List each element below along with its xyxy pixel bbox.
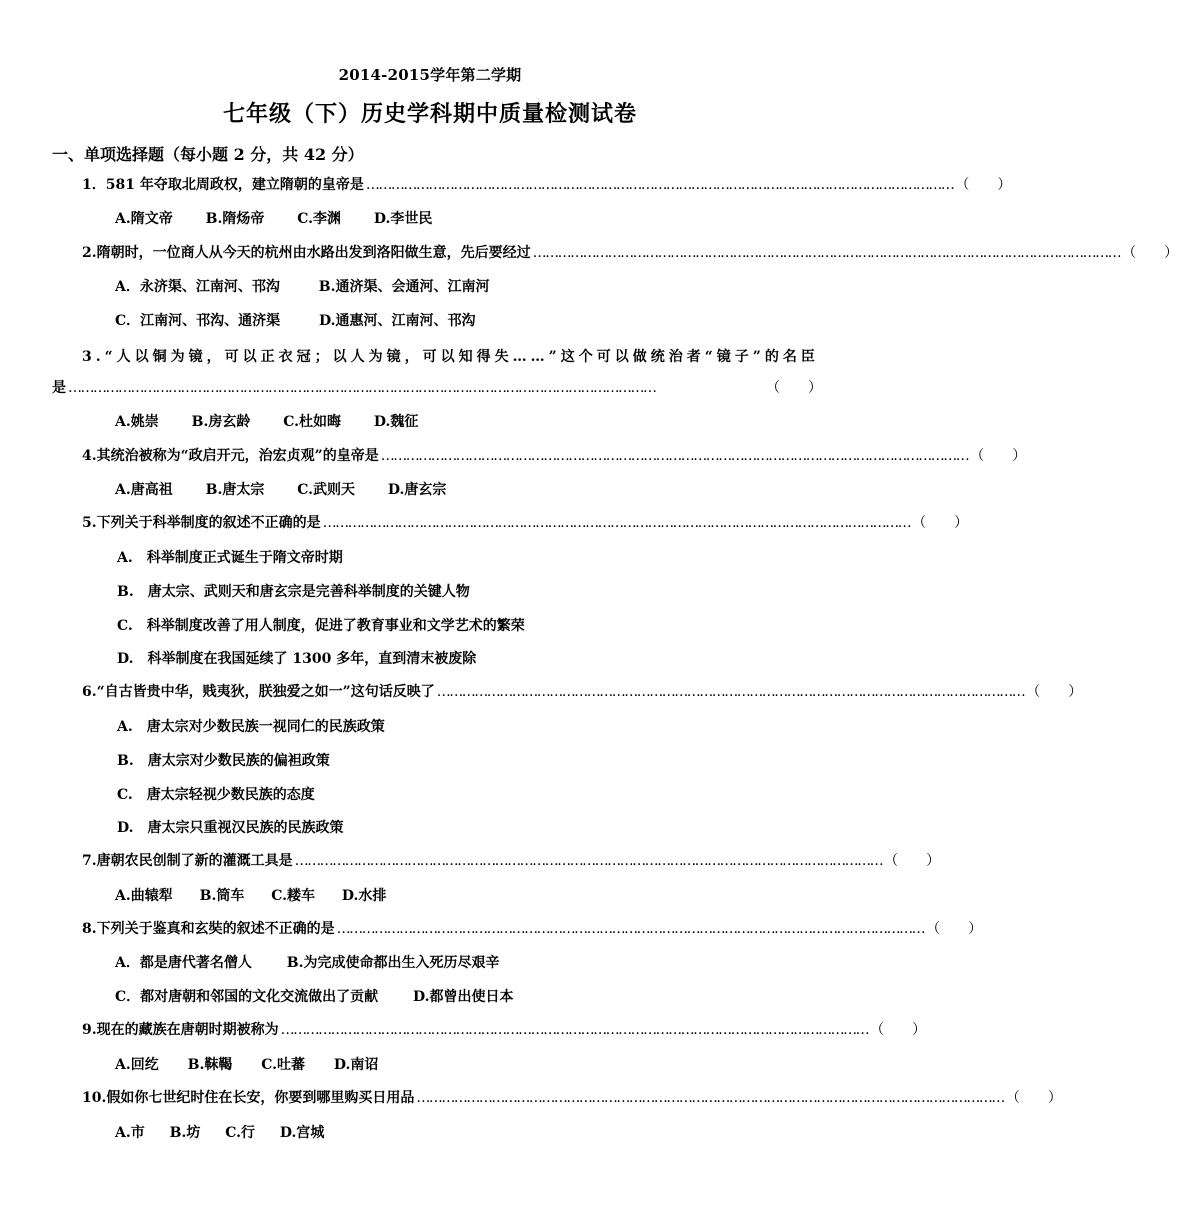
option: A．都是唐代著名僧人: [115, 955, 252, 971]
question-4-stem: 4.其统治被称为“政启开元，治宏贞观”的皇帝是 …………………………………………………………………………………………………………………………… （ ）: [82, 443, 822, 469]
option: A．永济渠、江南河、邗沟: [115, 279, 280, 295]
option: D.都曾出使日本: [413, 989, 514, 1005]
option: D.南诏: [333, 1057, 379, 1073]
question-8-stem: 8.下列关于鉴真和玄奘的叙述不正确的是 …………………………………………………………………………………………………………………………… （ ）: [82, 916, 822, 942]
question-7-stem: 7.唐朝农民创制了新的灌溉工具是 …………………………………………………………………………………………………………………………… （ ）: [82, 848, 822, 874]
option: D.李世民: [373, 211, 433, 227]
answer-blank: （ ）: [912, 515, 969, 531]
answer-blank: （ ）: [884, 853, 941, 869]
option: B.隋炀帝: [205, 211, 265, 227]
question-9-options: [115, 1053, 406, 1077]
option: D.宫城: [279, 1125, 325, 1141]
option: D.唐玄宗: [387, 482, 447, 498]
question-9-stem: 9.现在的藏族在唐朝时期被称为 …………………………………………………………………………………………………………………………… （ ）: [82, 1017, 822, 1043]
option: B.靺鞨: [187, 1057, 233, 1073]
leader-dots: ……………………………………………………………………………………………………………………………: [532, 245, 1121, 261]
leader-dots: ……………………………………………………………………………………………………………………………: [294, 853, 883, 869]
question-5-option-c: C. 科举制度改善了用人制度，促进了教育事业和文学艺术的繁荣: [117, 618, 525, 634]
option: C.耧车: [271, 888, 315, 904]
question-6-stem: 6.“自古皆贵中华，贱夷狄，朕独爱之如一”这句话反映了 …………………………………………………………………………………………………………………………… （ ）: [82, 679, 822, 705]
question-8-options-row2: [115, 985, 542, 1009]
question-1-options: [115, 207, 460, 231]
option: C.李渊: [297, 211, 341, 227]
answer-blank: （ ）: [1026, 684, 1083, 700]
question-7-options: [115, 884, 414, 908]
question-3-options: [115, 410, 446, 434]
leader-dots: ……………………………………………………………………………………………………………………………: [436, 684, 1025, 700]
option: A.市: [115, 1125, 145, 1141]
question-4-options: [115, 478, 474, 502]
option: B.房玄龄: [191, 414, 251, 430]
option: C.杜如晦: [283, 414, 341, 430]
option: A.曲辕犁: [115, 888, 173, 904]
question-2-options-row2: [115, 309, 504, 333]
answer-blank: （ ）: [955, 177, 1012, 193]
option: B.唐太宗: [205, 482, 265, 498]
option: D.通惠河、江南河、邗沟: [319, 313, 476, 329]
question-6-option-d: D. 唐太宗只重视汉民族的民族政策: [117, 820, 344, 836]
question-2-stem: 2.隋朝时，一位商人从今天的杭州由水路出发到洛阳做生意，先后要经过 …………………………………………………………………………………………………………………………… （ ）: [82, 240, 822, 266]
answer-blank: （ ）: [970, 448, 1027, 464]
question-5-stem: 5.下列关于科举制度的叙述不正确的是 …………………………………………………………………………………………………………………………… （ ）: [82, 510, 822, 536]
option: B.筒车: [199, 888, 245, 904]
term-heading: 2014-2015学年第二学期: [338, 66, 522, 84]
question-8-options-row1: [115, 951, 527, 975]
leader-dots: ……………………………………………………………………………………………………………………………: [380, 448, 969, 464]
question-6-option-a: A. 唐太宗对少数民族一视同仁的民族政策: [117, 719, 385, 735]
question-5-option-a: A. 科举制度正式诞生于隋文帝时期: [117, 550, 343, 566]
answer-blank: （ ）: [766, 380, 822, 396]
answer-blank: （ ）: [1005, 1090, 1062, 1106]
question-5-option-b: B. 唐太宗、武则天和唐玄宗是完善科举制度的关键人物: [117, 584, 470, 600]
option: A.姚崇: [115, 414, 159, 430]
option: D.魏征: [373, 414, 419, 430]
exam-title: 七年级（下）历史学科期中质量检测试卷: [222, 101, 637, 127]
option: C.吐蕃: [261, 1057, 305, 1073]
question-10-stem: 10.假如你七世纪时住在长安，你要到哪里购买日用品 …………………………………………………………………………………………………………………………… （ ）: [82, 1085, 822, 1111]
option: A.回纥: [115, 1057, 159, 1073]
option: C．都对唐朝和邻国的文化交流做出了贡献: [115, 989, 379, 1005]
question-2-options-row1: [115, 275, 517, 299]
leader-dots: ……………………………………………………………………………………………………………………………: [280, 1022, 869, 1038]
question-6-option-b: B. 唐太宗对少数民族的偏袒政策: [117, 753, 330, 769]
option: A.隋文帝: [115, 211, 173, 227]
question-6-option-c: C. 唐太宗轻视少数民族的态度: [117, 787, 315, 803]
leader-dots: ……………………………………………………………………………………………………………………………: [416, 1090, 1004, 1106]
answer-blank: （ ）: [926, 921, 983, 937]
option: B.通济渠、会通河、江南河: [318, 279, 490, 295]
leader-dots: ……………………………………………………………………………………………………………………………: [336, 921, 925, 937]
answer-blank: （ ）: [1122, 245, 1178, 261]
question-3-stem-line1: 3.“人以铜为镜，可以正衣冠；以人为镜，可以知得失……”这个可以做统治者“镜子”的名臣: [82, 349, 819, 365]
leader-dots: ……………………………………………………………………………………………………………………………: [68, 380, 656, 396]
question-5-option-d: D. 科举制度在我国延续了 1300 多年，直到清末被废除: [117, 651, 477, 667]
option: A.唐高祖: [115, 482, 173, 498]
option: C.行: [225, 1125, 255, 1141]
answer-blank: （ ）: [870, 1022, 927, 1038]
question-3-stem-line2: 是 …………………………………………………………………………………………………………………………… （ ）: [52, 375, 822, 401]
leader-dots: ……………………………………………………………………………………………………………………………: [365, 177, 954, 193]
option: D.水排: [341, 888, 387, 904]
question-10-options: [115, 1121, 352, 1145]
question-1-stem: 1．581 年夺取北周政权，建立隋朝的皇帝是 …………………………………………………………………………………………………………………………… （ ）: [82, 172, 822, 198]
leader-dots: ……………………………………………………………………………………………………………………………: [322, 515, 911, 531]
option: C．江南河、邗沟、通济渠: [115, 313, 281, 329]
option: C.武则天: [297, 482, 355, 498]
section-heading: 一、单项选择题（每小题 2 分，共 42 分）: [52, 145, 364, 164]
option: B.坊: [169, 1125, 201, 1141]
option: B.为完成使命都出生入死历尽艰辛: [286, 955, 500, 971]
